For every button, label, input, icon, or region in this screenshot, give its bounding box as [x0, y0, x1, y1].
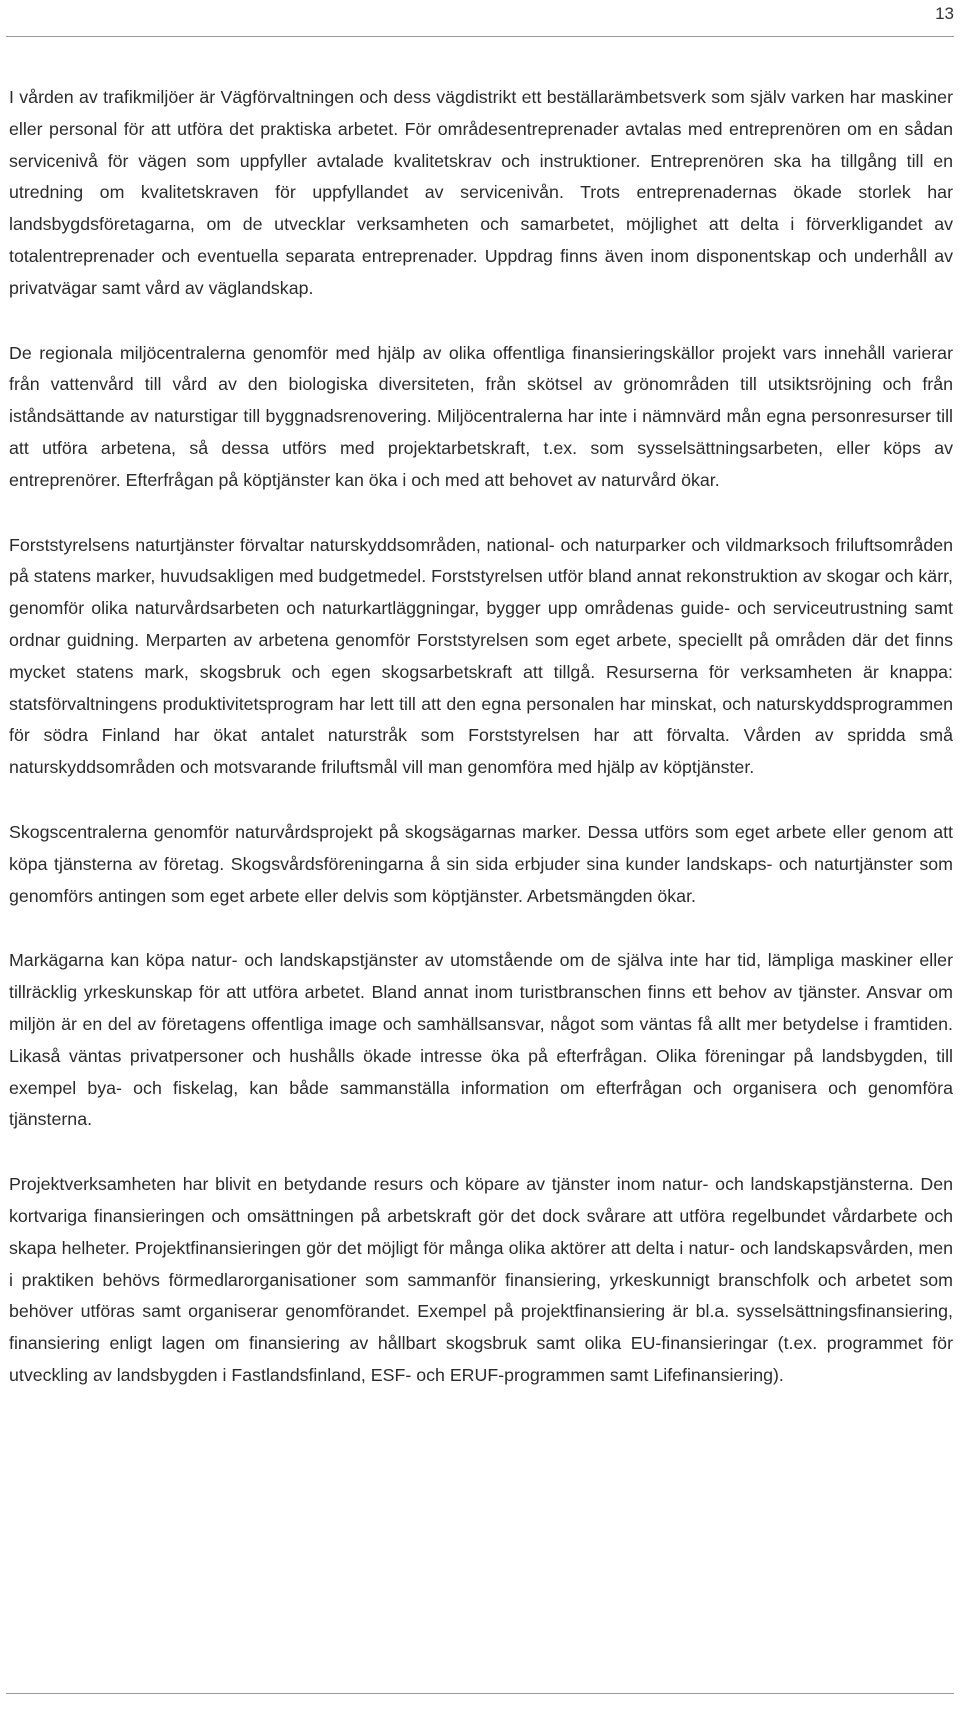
paragraph-environment-centres: De regionala miljöcentralerna genomför med hjälp av olika offentliga finansieringskällor projekt vars innehåll varierar från vattenvård till vård av den biologiska diversiteten, från skötsel av grönområden till utsiktsröjning och från iståndsättande av naturstigar till byggnadsrenovering. Miljöcentralerna har inte i nämnvärd mån egna personresurser till att utföra arbetena, så dessa utförs med projektarbetskraft, t.ex. som sysselsättningsarbeten, eller köps av entreprenörer. Efterfrågan på köptjänster kan öka i och med att behovet av naturvård ökar.	[9, 342, 953, 490]
paragraph-project-activity: Projektverksamheten har blivit en betydande resurs och köpare av tjänster inom natur- och landskapstjänsterna. Den kortvariga finansieringen och omsättningen på arbetskraft gör det dock svårare att utföra regelbundet vårdarbete och skapa helheter. Projektfinansieringen gör det möjligt för många olika aktörer att delta i natur- och landskapsvården, men i praktiken behövs förmedlarorganisationer som sammanför finansiering, yrkeskunnigt branschfolk och arbetet som behöver utföras samt organiserar genomförandet. Exempel på projektfinansiering är bl.a. sysselsättningsfinansiering, finansiering enligt lagen om finansiering av hållbart skogsbruk samt olika EU-finansieringar (t.ex. programmet för utveckling av landsbygden i Fastlandsfinland, ESF- och ERUF-programmen samt Lifefinansiering).	[9, 1174, 953, 1385]
header-rule	[6, 36, 954, 37]
paragraph-road-administration: I vården av trafikmiljöer är Vägförvaltningen och dess vägdistrikt ett beställarämbetsverk som själv varken har maskiner eller personal för att utföra det praktiska arbetet. För områdesentreprenader avtalas med entreprenören om en sådan servicenivå för vägen som uppfyller avtalade kvalitetskrav och instruktioner. Entreprenören ska ha tillgång till en utredning om kvalitetskraven för uppfyllandet av servicenivån. Trots entreprenadernas ökade storlek har landsbygdsföretagarna, om de utvecklar verksamheten och samarbetet, möjlighet att delta i förverkligandet av totalentreprenader och eventuella separata entreprenader. Uppdrag finns även inom disponentskap och underhåll av privatvägar samt vård av väglandskap.	[9, 87, 953, 298]
footer-rule	[6, 1693, 954, 1694]
paragraph-forestry-centres: Skogscentralerna genomför naturvårdsprojekt på skogsägarnas marker. Dessa utförs som eget arbete eller genom att köpa tjänsterna av företag. Skogsvårdsföreningarna å sin sida erbjuder sina kunder landskaps- och naturtjänster som genomförs antingen som eget arbete eller delvis som köptjänster. Arbetsmängden ökar.	[9, 821, 953, 906]
page-number: 13	[935, 4, 954, 23]
paragraph-forest-administration: Forststyrelsens naturtjänster förvaltar naturskyddsområden, national- och naturparker och vildmarksoch friluftsområden på statens marker, huvudsakligen med budgetmedel. Forststyrelsen utför bland annat rekonstruktion av skogar och kärr, genomför olika naturvårdsarbeten och naturkartläggningar, bygger upp områdenas guide- och serviceutrustning samt ordnar guidning. Merparten av arbetena genomför Forststyrelsen som eget arbete, speciellt på områden där det finns mycket statens mark, skogsbruk och egen skogsarbetskraft att tillgå. Resurserna för verksamheten är knappa: statsförvaltningens produktivitetsprogram har lett till att den egna personalen har minskat, och naturskyddsprogrammen för södra Finland har ökat antalet naturstråk som Forststyrelsen har att förvalta. Vården av spridda små naturskyddsområden och motsvarande friluftsmål vill man genomföra med hjälp av köptjänster.	[9, 534, 953, 778]
paragraph-landowners: Markägarna kan köpa natur- och landskapstjänster av utomstående om de själva inte har tid, lämpliga maskiner eller tillräcklig yrkeskunskap för att utföra arbetet. Bland annat inom turistbranschen finns ett behov av tjänster. Ansvar om miljön är en del av företagens offentliga image och samhällsansvar, något som väntas få allt mer betydelse i framtiden. Likaså väntas privatpersoner och hushålls ökade intresse öka på efterfrågan. Olika föreningar på landsbygden, till exempel bya- och fiskelag, kan både sammanställa information om efterfrågan och organisera och genomföra tjänsterna.	[9, 950, 953, 1130]
body-text	[9, 82, 953, 1425]
